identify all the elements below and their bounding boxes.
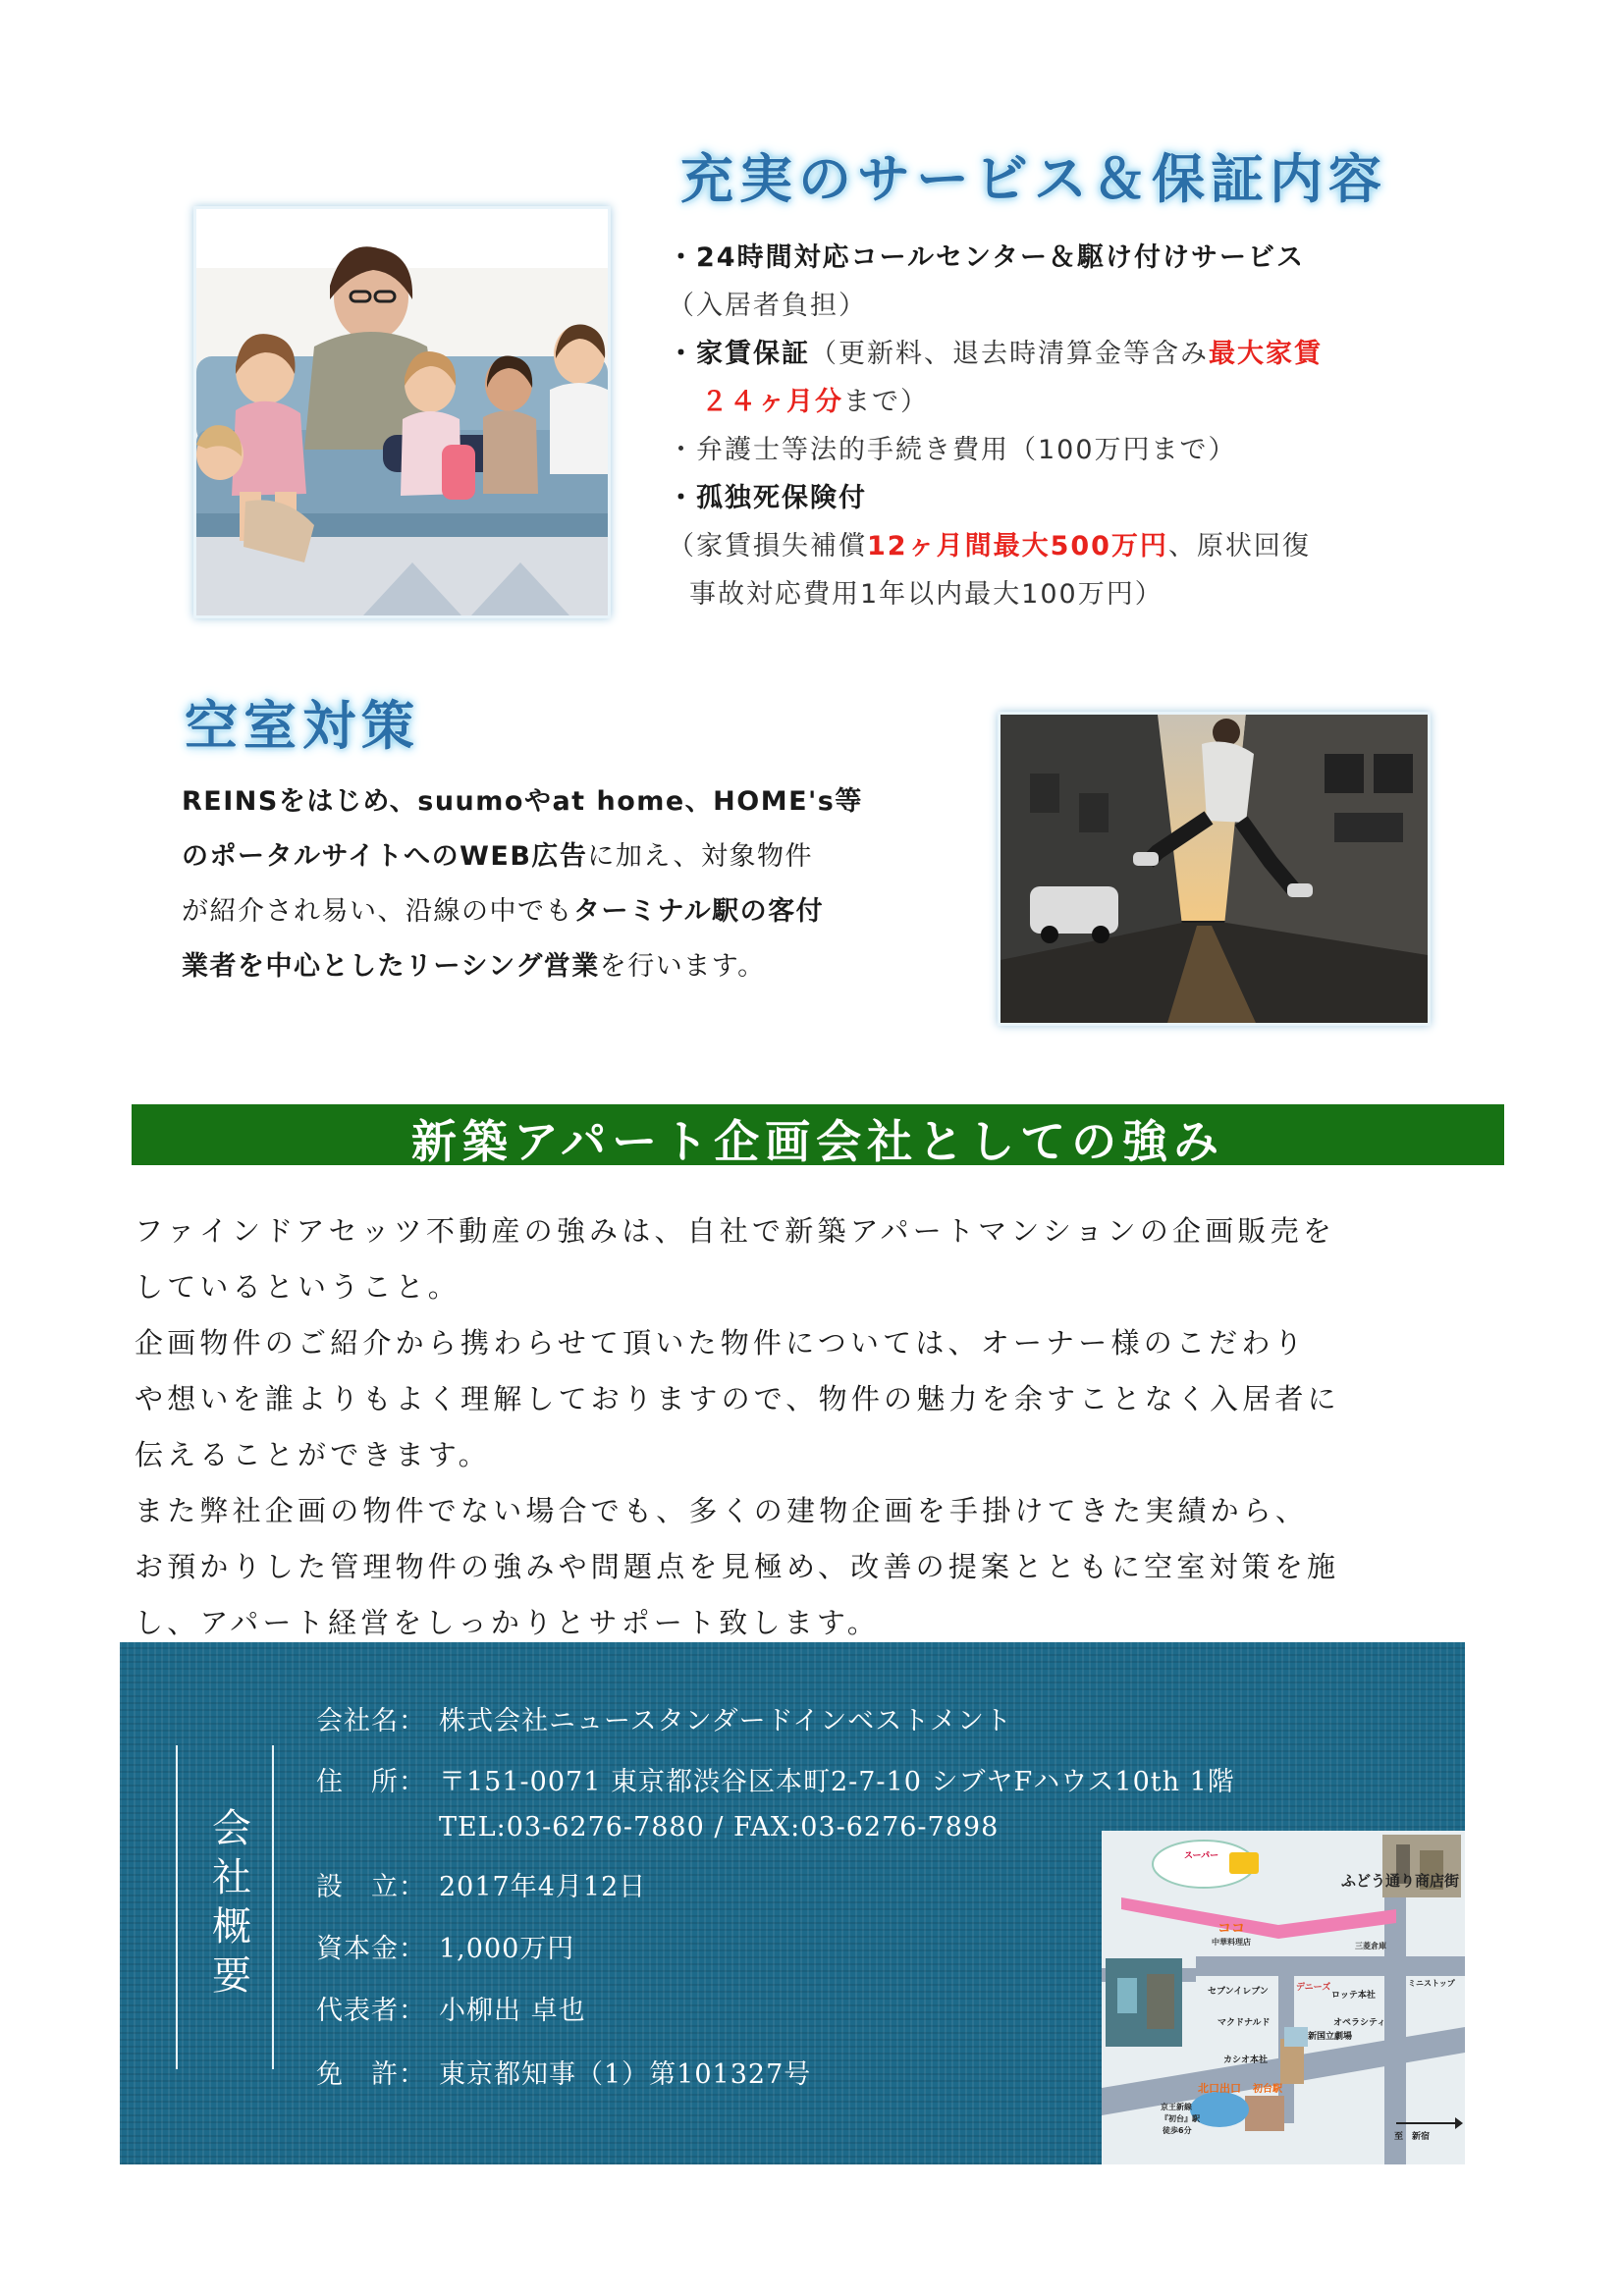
company-license-value: 東京都知事（1）第101327号 (439, 2059, 812, 2090)
label-char: 会 (212, 1806, 251, 1851)
map-label-hatsudai: 初台駅 (1253, 2084, 1282, 2095)
company-founded-row (316, 1865, 647, 1903)
map-label-to-shinjuku: 至 新宿 (1394, 2132, 1431, 2142)
service-item-insurance-note-cont: 事故対応費用1年以内最大100万円） (689, 579, 1163, 610)
service-heading: 充実のサービス＆保証内容 (680, 148, 1387, 210)
insurance-note-start: （家賃損失補償 (668, 531, 867, 561)
vacancy-line-4-text: を行います。 (599, 951, 766, 982)
vacancy-web-ads: のポータルサイトへのWEB広告 (182, 841, 588, 872)
vacancy-heading: 空室対策 (185, 695, 420, 757)
rent-guarantee-highlight: 最大家賃 (1209, 339, 1323, 369)
map-label-north-exit: 北口出口 (1198, 2082, 1241, 2095)
strength-line: しているということ。 (135, 1270, 461, 1304)
map-label-theater: 新国立劇場 (1308, 2032, 1353, 2042)
company-name-label: 会社名： (316, 1706, 426, 1736)
company-rep-row (316, 1989, 586, 2027)
company-capital-label: 資本金： (316, 1934, 426, 1964)
service-list (668, 234, 1414, 618)
company-license-row (316, 2053, 812, 2091)
family-photo-illustration (196, 209, 608, 615)
company-address-row (316, 1760, 1235, 1798)
strength-line: ファインドアセッツ不動産の強みは、自社で新築アパートマンションの企画販売を (135, 1214, 1336, 1248)
map-label-ministop: ミニストップ (1408, 1979, 1455, 1988)
family-photo (193, 206, 611, 618)
divider-line (272, 1745, 274, 2069)
map-label-super: スーパー (1184, 1851, 1219, 1861)
company-tel-value: TEL:03-6276-7880 / FAX:03-6276-7898 (439, 1812, 1000, 1842)
service-item-legal-fees: ・弁護士等法的手続き費用（100万円まで） (668, 435, 1237, 465)
map-label-walk: 徒歩6分 (1163, 2126, 1192, 2135)
map-label-shopping-street: ふどう通り商店街 (1341, 1872, 1460, 1890)
service-item-insurance: ・孤独死保険付 (668, 483, 867, 513)
company-address-label: 住 所： (316, 1767, 426, 1797)
company-license-label: 免 許： (316, 2059, 426, 2090)
company-founded-value: 2017年4月12日 (439, 1872, 647, 1902)
rent-guarantee-end: まで） (843, 387, 929, 417)
street-photo-illustration (1001, 715, 1428, 1023)
company-capital-row (316, 1927, 575, 1965)
map-label-here: ココ (1217, 1921, 1245, 1937)
street-photo (998, 712, 1431, 1026)
company-address-value: 〒151-0071 東京都渋谷区本町2-7-10 シブヤFハウス10th 1階 (439, 1767, 1235, 1797)
access-map-illustration (1102, 1831, 1465, 2164)
vacancy-terminal: ターミナル駅の客付 (573, 896, 825, 927)
label-char: 要 (212, 1953, 251, 1999)
vacancy-line-3-text: が紹介され易い、沿線の中でも (182, 896, 573, 927)
service-item-call-center-note: （入居者負担） (668, 291, 867, 321)
strength-line: や想いを誰よりもよく理解しておりますので、物件の魅力を余すことなく入居者に (135, 1382, 1340, 1415)
company-name-value: 株式会社ニュースタンダードインベストメント (439, 1706, 1012, 1736)
map-label-keio: 京王新線 (1161, 2103, 1192, 2111)
strength-title: 新築アパート企画会社としての強み (410, 1115, 1225, 1168)
map-label-sanzen: 三菱倉庫 (1355, 1942, 1386, 1950)
strength-line: お預かりした管理物件の強みや問題点を見極め、改善の提案とともに空室対策を施 (135, 1550, 1340, 1583)
vacancy-line-4 (182, 939, 928, 994)
rent-guarantee-label: ・家賃保証 (668, 339, 810, 369)
shopping-cart-icon (1229, 1852, 1259, 1874)
insurance-note-end: 、原状回復 (1167, 531, 1311, 561)
company-capital-value: 1,000万円 (439, 1934, 575, 1964)
label-char: 概 (212, 1904, 251, 1949)
vacancy-text (182, 774, 928, 994)
strength-paragraph (135, 1203, 1489, 1651)
strength-line: 伝えることができます。 (135, 1438, 491, 1471)
vacancy-leasing: 業者を中心としたリーシング営業 (182, 951, 600, 982)
strength-line: 企画物件のご紹介から携わらせて頂いた物件については、オーナー様のこだわり (135, 1326, 1307, 1360)
company-name-row (316, 1699, 1012, 1737)
company-rep-value: 小柳出 卓也 (439, 1996, 586, 2026)
map-label-seven: セブンイレブン (1208, 1987, 1269, 1997)
access-map (1102, 1831, 1465, 2164)
vacancy-line-2 (182, 829, 928, 884)
map-label-keio-station: 『初台』駅 (1161, 2114, 1200, 2123)
company-profile-label (210, 1804, 253, 2001)
strength-line: し、アパート経営をしっかりとサポート致します。 (135, 1606, 880, 1639)
insurance-note-highlight: 12ヶ月間最大500万円 (867, 531, 1168, 561)
rent-guarantee-text: （更新料、退去時清算金等含み (810, 339, 1209, 369)
map-label-opera: オペラシティ (1333, 2018, 1386, 2028)
vacancy-line-3 (182, 884, 928, 939)
strength-title-bar (132, 1104, 1504, 1168)
service-item-insurance-note (668, 522, 1414, 570)
map-label-mcd: マクドナルド (1217, 2018, 1271, 2028)
strength-line: また弊社企画の物件でない場合でも、多くの建物企画を手掛けてきた実績から、 (135, 1494, 1309, 1527)
map-label-denny: デニーズ (1296, 1983, 1331, 1993)
service-item-call-center: ・24時間対応コールセンター＆駆け付けサービス (668, 242, 1305, 273)
vacancy-line-2-text: に加え、対象物件 (587, 841, 814, 872)
divider-line (176, 1745, 178, 2069)
label-char: 社 (212, 1855, 251, 1900)
company-rep-label: 代表者： (316, 1996, 426, 2026)
rent-guarantee-months: ２４ヶ月分 (701, 387, 843, 417)
map-label-chinese: 中華料理店 (1212, 1938, 1251, 1947)
service-item-rent-guarantee-cont (668, 378, 1414, 426)
vacancy-line-1: REINSをはじめ、suumoやat home、HOME's等 (182, 786, 863, 817)
service-item-rent-guarantee (668, 330, 1414, 378)
company-founded-label: 設 立： (316, 1872, 426, 1902)
map-label-casio: カシオ本社 (1223, 2056, 1269, 2065)
map-label-lotte: ロッテ本社 (1331, 1991, 1376, 2001)
